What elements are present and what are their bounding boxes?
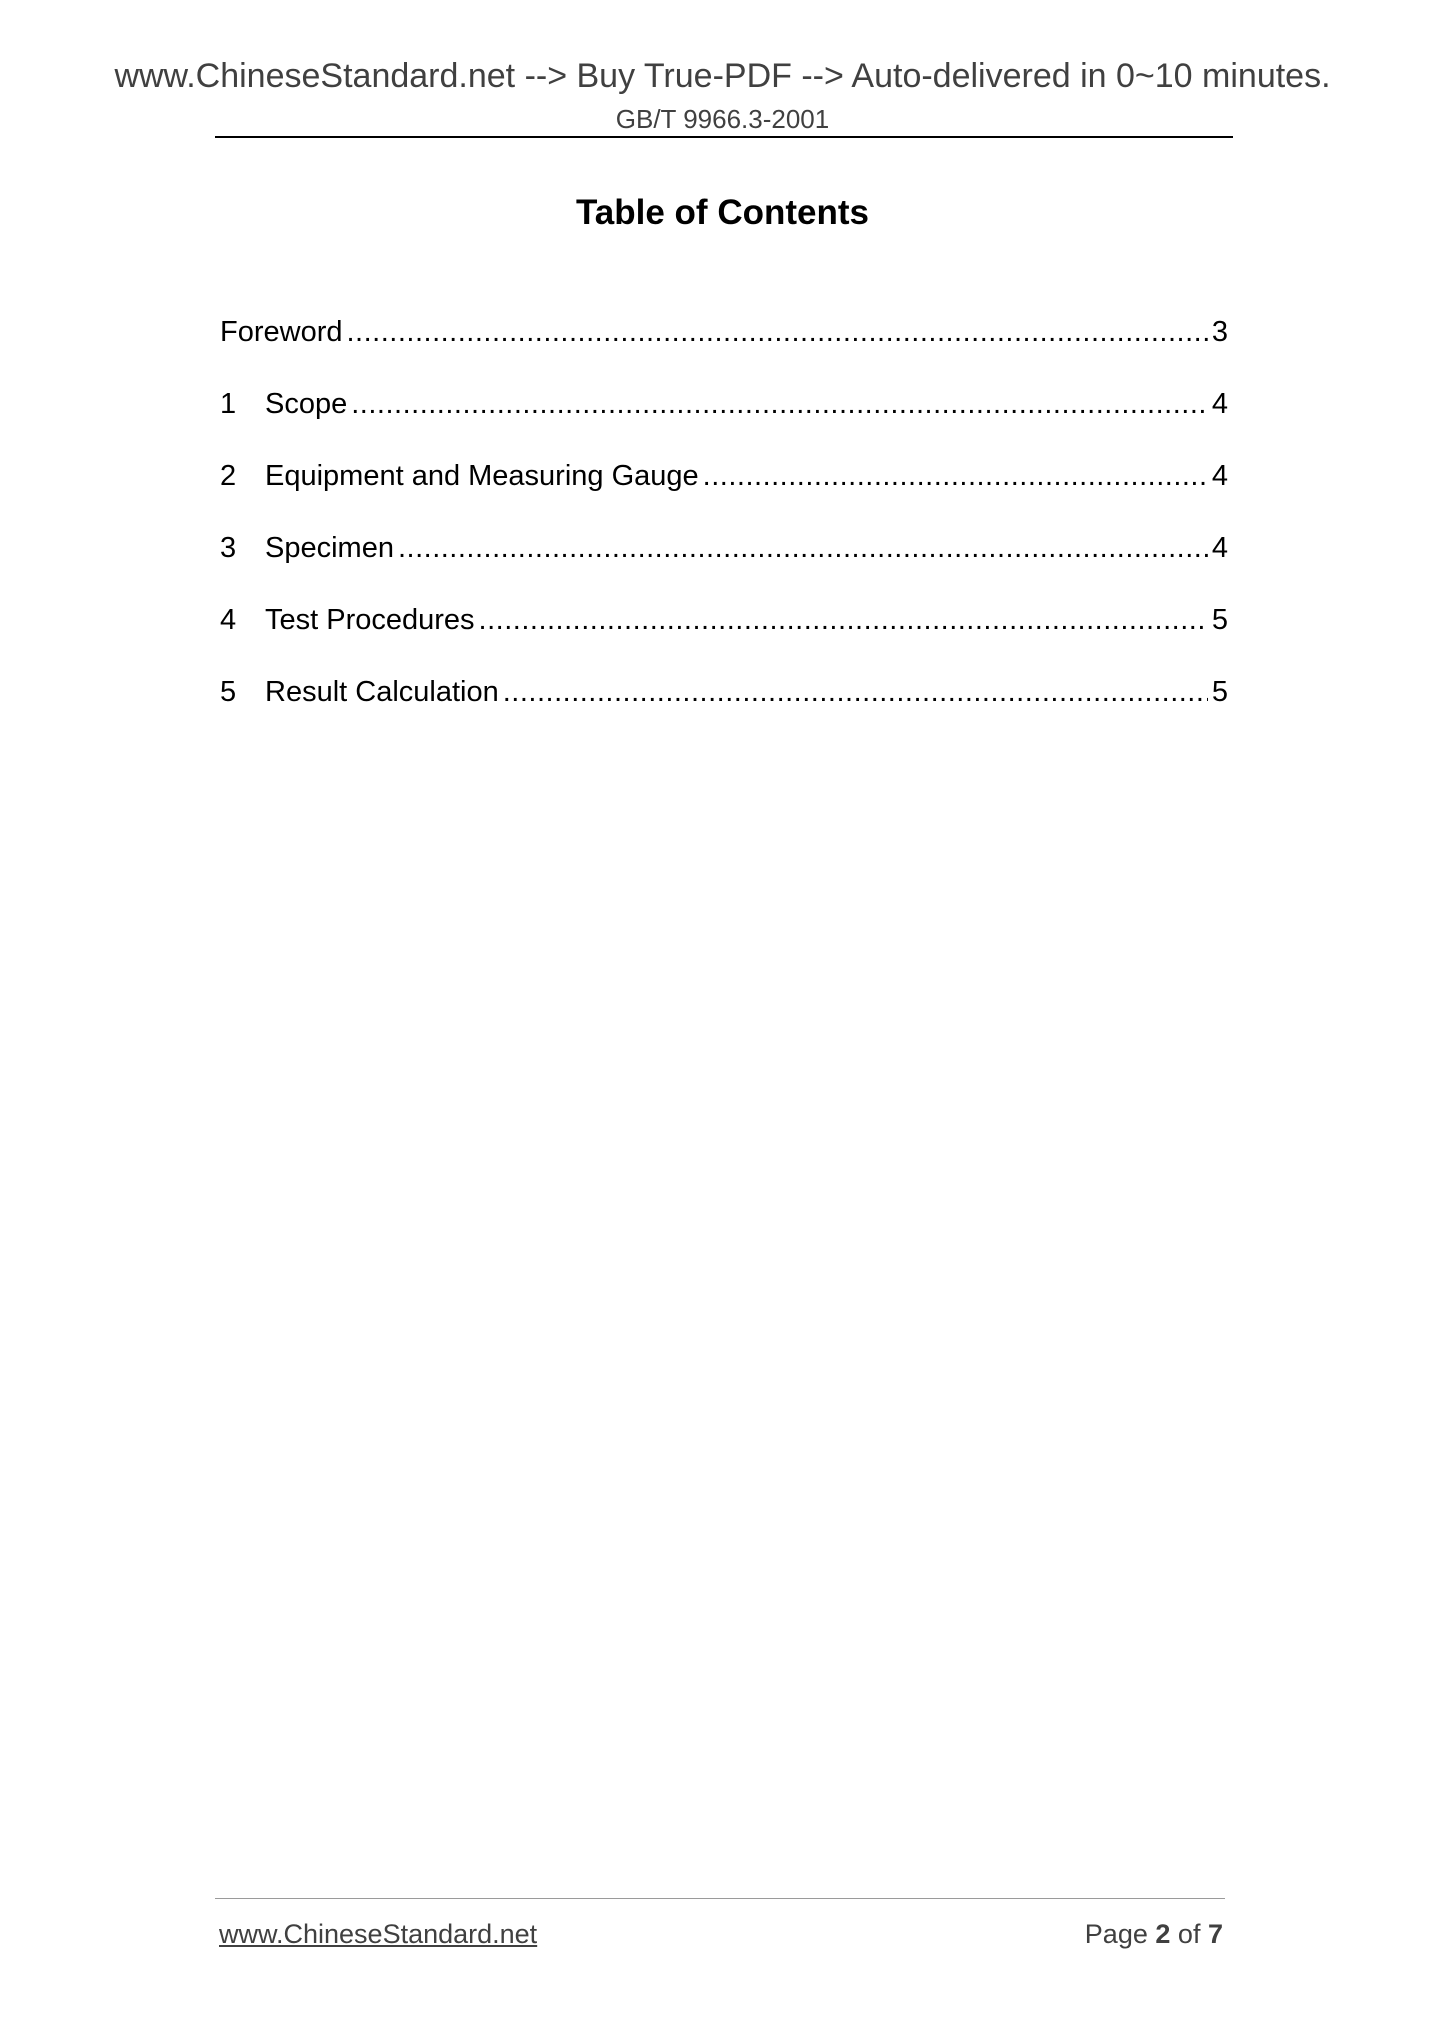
toc-entry-label: Specimen	[265, 532, 394, 564]
toc-entry-page: 5	[1211, 604, 1228, 636]
toc-entry-page: 4	[1211, 460, 1228, 492]
toc-entry-page: 3	[1211, 316, 1228, 348]
toc-entry-number: 5	[220, 676, 237, 708]
toc-entry-specimen[interactable]	[220, 528, 1228, 600]
toc-entry-number: 1	[220, 388, 237, 420]
toc-leader-dots	[398, 528, 1208, 568]
toc-entry-page: 4	[1211, 532, 1228, 564]
toc-entry-label: Scope	[265, 388, 348, 420]
toc-entry-label: Foreword	[220, 316, 343, 348]
toc-entry-number: 3	[220, 532, 237, 564]
header-banner: www.ChineseStandard.net --> Buy True-PDF --> Auto-delivered in 0~10 minutes.	[114, 57, 1331, 95]
toc-entry-result-calculation[interactable]	[220, 672, 1228, 744]
footer-website-link[interactable]: www.ChineseStandard.net	[219, 1919, 538, 1949]
toc-entry-label: Test Procedures	[265, 604, 475, 636]
standard-code: GB/T 9966.3-2001	[615, 104, 830, 134]
toc-leader-dots	[347, 312, 1208, 352]
toc-entry-equipment[interactable]	[220, 456, 1228, 528]
toc-entry-page: 4	[1211, 388, 1228, 420]
footer-divider	[215, 1898, 1225, 1899]
toc-entry-label: Equipment and Measuring Gauge	[265, 460, 699, 492]
toc-entry-label: Result Calculation	[265, 676, 499, 708]
table-of-contents	[220, 312, 1228, 744]
page-indicator	[1085, 1918, 1223, 1950]
page-prefix: Page	[1084, 1919, 1148, 1949]
toc-entry-foreword[interactable]	[220, 312, 1228, 384]
page-separator: of	[1177, 1919, 1201, 1949]
total-pages-number: 7	[1207, 1919, 1223, 1949]
toc-entry-number: 4	[220, 604, 237, 636]
toc-leader-dots	[479, 600, 1208, 640]
toc-entry-page: 5	[1211, 676, 1228, 708]
toc-leader-dots	[703, 456, 1208, 496]
toc-entry-scope[interactable]	[220, 384, 1228, 456]
toc-leader-dots	[351, 384, 1208, 424]
header-divider	[215, 136, 1233, 138]
toc-leader-dots	[503, 672, 1208, 712]
toc-entry-test-procedures[interactable]	[220, 600, 1228, 672]
toc-title: Table of Contents	[576, 193, 869, 232]
current-page-number: 2	[1155, 1919, 1171, 1949]
toc-entry-number: 2	[220, 460, 237, 492]
